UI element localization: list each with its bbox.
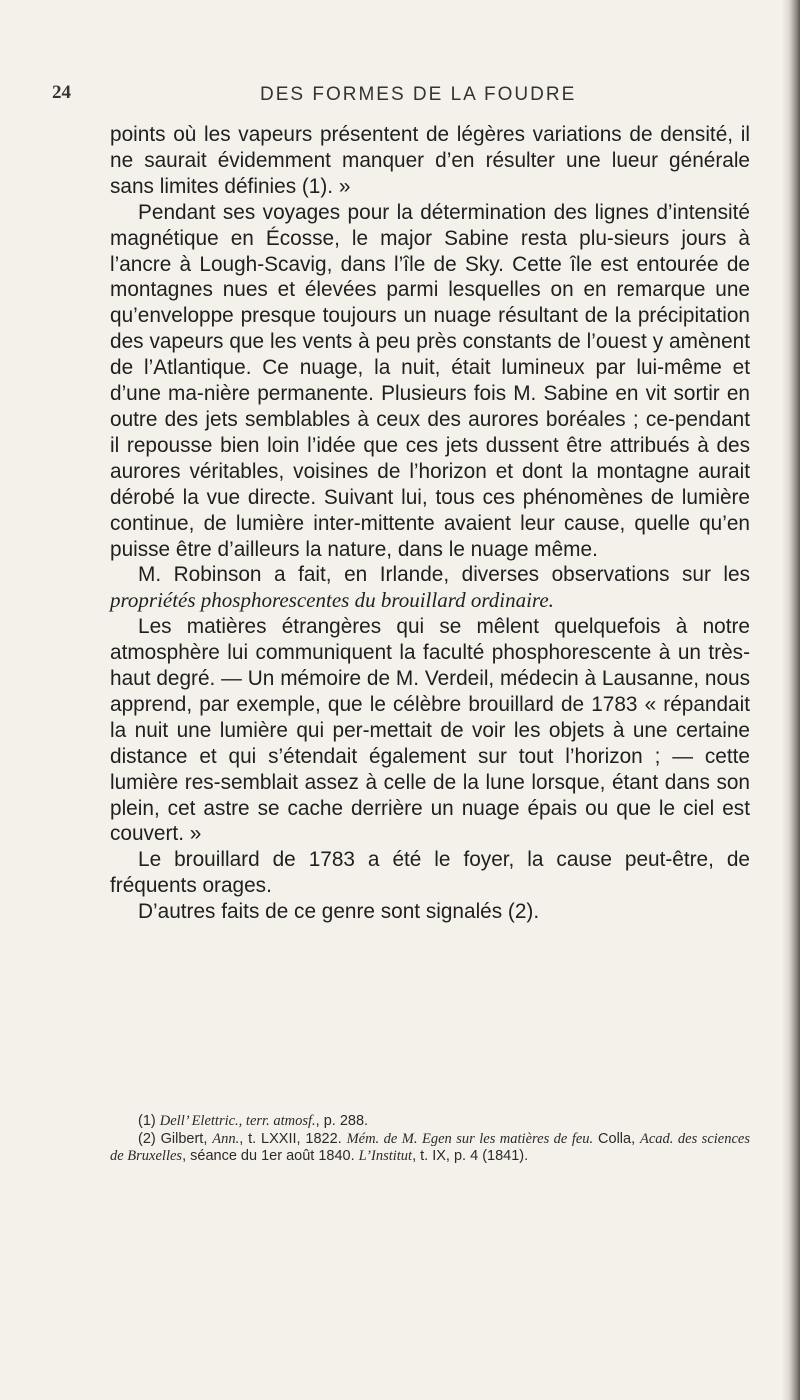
footnote bbox=[110, 1131, 750, 1166]
body-text bbox=[110, 122, 750, 925]
footnotes bbox=[110, 1113, 750, 1166]
footnote-text: , séance du 1er août 1840. bbox=[182, 1148, 359, 1164]
paragraph: points où les vapeurs présentent de légères variations de densité, il ne saurait évidemment manquer d’en résulter une lueur générale sans limites définies (1). » bbox=[110, 123, 750, 198]
page-number: 24 bbox=[52, 82, 71, 103]
footnote-italic: Mém. de M. Egen sur les matières de feu. bbox=[346, 1130, 594, 1147]
footnote-mark: (1) bbox=[138, 1113, 156, 1129]
footnote-text: , p. 288. bbox=[315, 1113, 369, 1129]
footnote-text: Colla, bbox=[593, 1130, 640, 1147]
italic-phrase: propriétés phosphorescentes du brouillard ordinaire. bbox=[110, 588, 554, 613]
footnote-italic: Acad. des sciences de Bruxelles bbox=[110, 1130, 750, 1164]
footnote-text: , t. LXXII, 1822. bbox=[239, 1130, 347, 1147]
footnote bbox=[110, 1113, 750, 1131]
footnote-italic: Ann. bbox=[212, 1130, 240, 1147]
paragraph: Les matières étrangères qui se mêlent quelquefois à notre atmosphère lui communiquent la faculté phosphorescente à un très-haut degré. — Un mémoire de M. Verdeil, médecin à Lausanne, nous apprend, par exemple, que le célèbre brouillard de 1783 « répandait la nuit une lumière qui per-mettait de voir les objets à une certaine distance et qui s’étendait également sur tout l’horizon ; — cette lumière res-semblait assez à celle de la lune lorsque, étant dans son plein, cet astre se cache derrière un nuage épais ou que le ciel est couvert. » bbox=[110, 615, 750, 846]
paragraph: Pendant ses voyages pour la détermination des lignes d’intensité magnétique en Écosse, le major Sabine resta plu-sieurs jours à l’ancre à Lough-Scavig, dans l’île de Sky. Cette île est entourée de montagnes nues et élevées parmi lesquelles on en remarque une qu’enveloppe presque toujours un nuage résultant de la précipitation des vapeurs que les vents à peu près constants de l’ouest y amènent de l’Atlantique. Ce nuage, la nuit, était lumineux par lui-même et d’une ma-nière permanente. Plusieurs fois M. Sabine en vit sortir en outre des jets semblables à ceux des aurores boréales ; ce-pendant il repousse bien loin l’idée que ces jets dussent être attribués à des aurores véritables, voisines de l’horizon et dont la montagne aurait dérobé la vue directe. Suivant lui, tous ces phénomènes de lumière continue, de lumière inter-mittente avaient leur cause, quelle qu’en puisse être d’ailleurs la nature, dans le nuage même. bbox=[110, 200, 750, 561]
footnote-mark: (2) bbox=[138, 1130, 156, 1147]
page-edge-shadow bbox=[782, 0, 800, 1400]
footnote-italic: L’Institut bbox=[358, 1148, 413, 1164]
footnote-text: , t. IX, p. 4 (1841). bbox=[412, 1148, 529, 1164]
footnote-italic: Dell’ Elettric., terr. atmosf. bbox=[159, 1113, 316, 1129]
paragraph: D’autres faits de ce genre sont signalés (2). bbox=[138, 900, 540, 924]
paragraph bbox=[110, 562, 750, 614]
paragraph-text: M. Robinson a fait, en Irlande, diverses observations sur les bbox=[138, 563, 750, 587]
running-title: DES FORMES DE LA FOUDRE bbox=[260, 84, 577, 105]
footnote-text: Gilbert, bbox=[160, 1130, 213, 1147]
page-header bbox=[52, 82, 752, 112]
paragraph: Le brouillard de 1783 a été le foyer, la cause peut-être, de fréquents orages. bbox=[110, 848, 750, 898]
